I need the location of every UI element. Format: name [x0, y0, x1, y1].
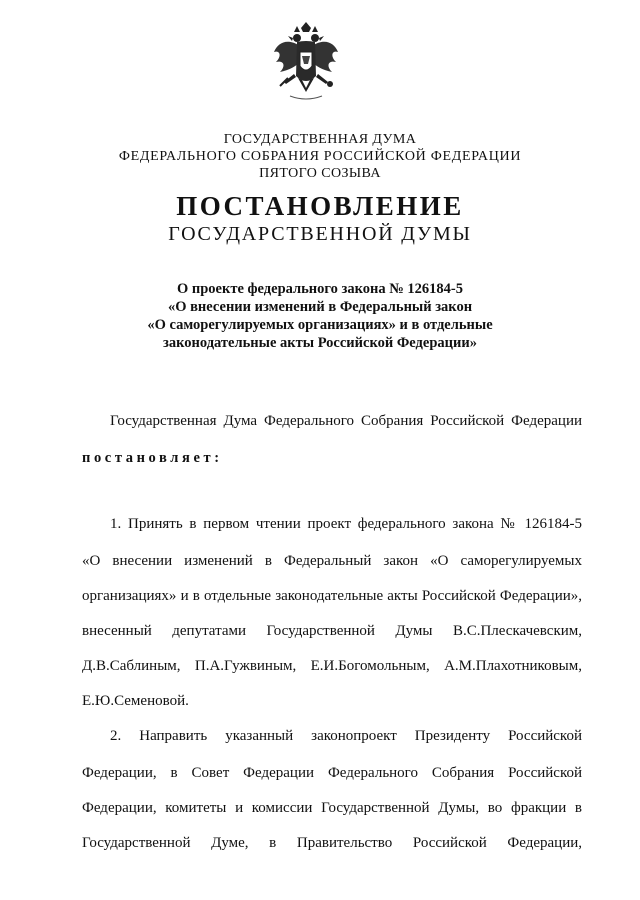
item2-line: Федерации, в Совет Федерации Федерального Собрания Российской: [82, 765, 582, 781]
subject-line: О проекте федерального закона № 126184-5: [176, 281, 464, 297]
item2-line: Федерации, комитеты и комиссии Государственной Думы, во фракции в: [82, 800, 582, 816]
institution-name-line-1: ГОСУДАРСТВЕННАЯ ДУМА: [223, 132, 417, 147]
item1-line: 1. Принять в первом чтении проект федерального закона № 126184-5: [110, 516, 582, 532]
item2-line: Государственной Думе, в Правительство Российской Федерации,: [82, 835, 582, 851]
item2-line: 2. Направить указанный законопроект Президенту Российской: [110, 728, 582, 744]
item1-line: Е.Ю.Семеновой.: [82, 693, 189, 709]
item1-line: Д.В.Саблиным, П.А.Гужвиным, Е.И.Богомольным, А.М.Плахотниковым,: [82, 658, 582, 674]
item1-line: «О внесении изменений в Федеральный закон «О саморегулируемых: [82, 553, 582, 569]
document-issuer-heading: ГОСУДАРСТВЕННОЙ ДУМЫ: [168, 223, 472, 245]
subject-line: «О саморегулируемых организациях» и в отдельные: [147, 317, 493, 333]
item1-line: организациях» и в отдельные законодательные акты Российской Федерации»,: [82, 588, 582, 604]
subject-line: «О внесении изменений в Федеральный закон: [167, 299, 473, 315]
document-type-heading: ПОСТАНОВЛЕНИЕ: [176, 191, 464, 221]
institution-name-line-2: ФЕДЕРАЛЬНОГО СОБРАНИЯ РОССИЙСКОЙ ФЕДЕРАЦИИ: [118, 149, 522, 164]
convocation-line: ПЯТОГО СОЗЫВА: [259, 166, 381, 181]
subject-line: законодательные акты Российской Федерации»: [163, 335, 477, 351]
resolves-text: постановляет:: [82, 450, 223, 466]
preamble-text: Государственная Дума Федерального Собрания Российской Федерации: [110, 413, 582, 429]
russian-coat-of-arms-icon: [270, 22, 342, 108]
item1-line: внесенный депутатами Государственной Думы В.С.Плескачевским,: [82, 623, 582, 639]
